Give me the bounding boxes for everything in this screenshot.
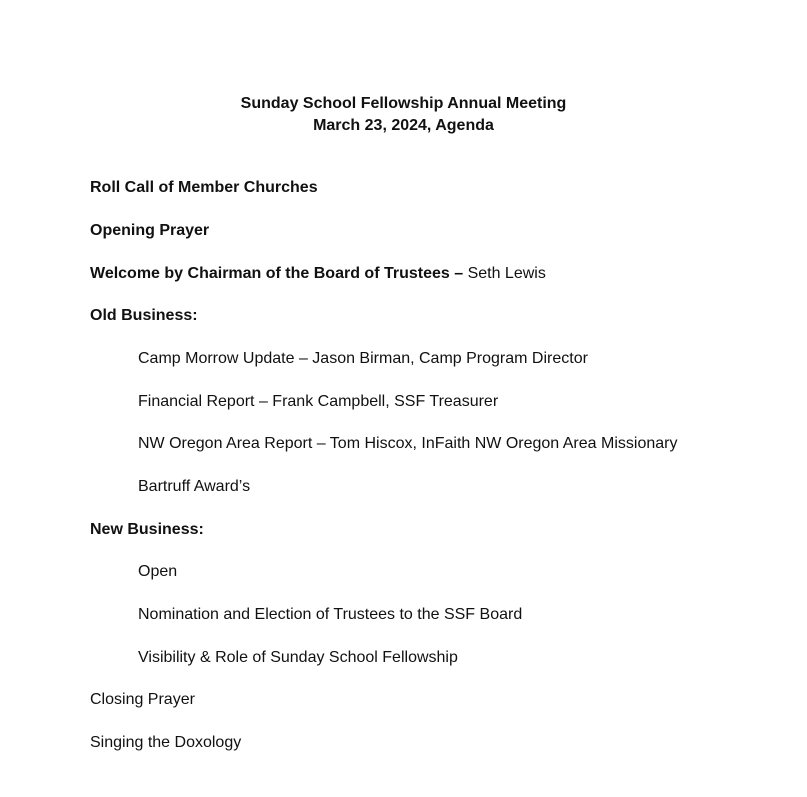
old-business-item: Financial Report – Frank Campbell, SSF Treasurer — [138, 393, 499, 410]
new-business-item: Visibility & Role of Sunday School Fellowship — [138, 649, 458, 666]
agenda-item-doxology: Singing the Doxology — [90, 734, 242, 751]
document-title — [0, 93, 807, 137]
new-business-item: Open — [138, 563, 178, 580]
agenda-item-welcome — [90, 264, 546, 284]
agenda-item-closing-prayer: Closing Prayer — [90, 691, 195, 708]
new-business-item: Nomination and Election of Trustees to the SSF Board — [138, 606, 523, 623]
old-business-item: Camp Morrow Update – Jason Birman, Camp Program Director — [138, 350, 588, 367]
welcome-speaker: Seth Lewis — [463, 265, 546, 282]
old-business-item: Bartruff Award’s — [138, 478, 251, 495]
title-line-2: March 23, 2024, Agenda — [313, 117, 494, 134]
old-business-heading: Old Business: — [90, 307, 198, 324]
old-business-item: NW Oregon Area Report – Tom Hiscox, InFaith NW Oregon Area Missionary — [138, 435, 678, 452]
agenda-item-opening-prayer: Opening Prayer — [90, 222, 210, 239]
title-line-1: Sunday School Fellowship Annual Meeting — [240, 95, 567, 112]
welcome-heading: Welcome by Chairman of the Board of Trustees – — [90, 265, 464, 282]
agenda-item-roll-call: Roll Call of Member Churches — [90, 179, 318, 196]
new-business-heading: New Business: — [90, 521, 204, 538]
